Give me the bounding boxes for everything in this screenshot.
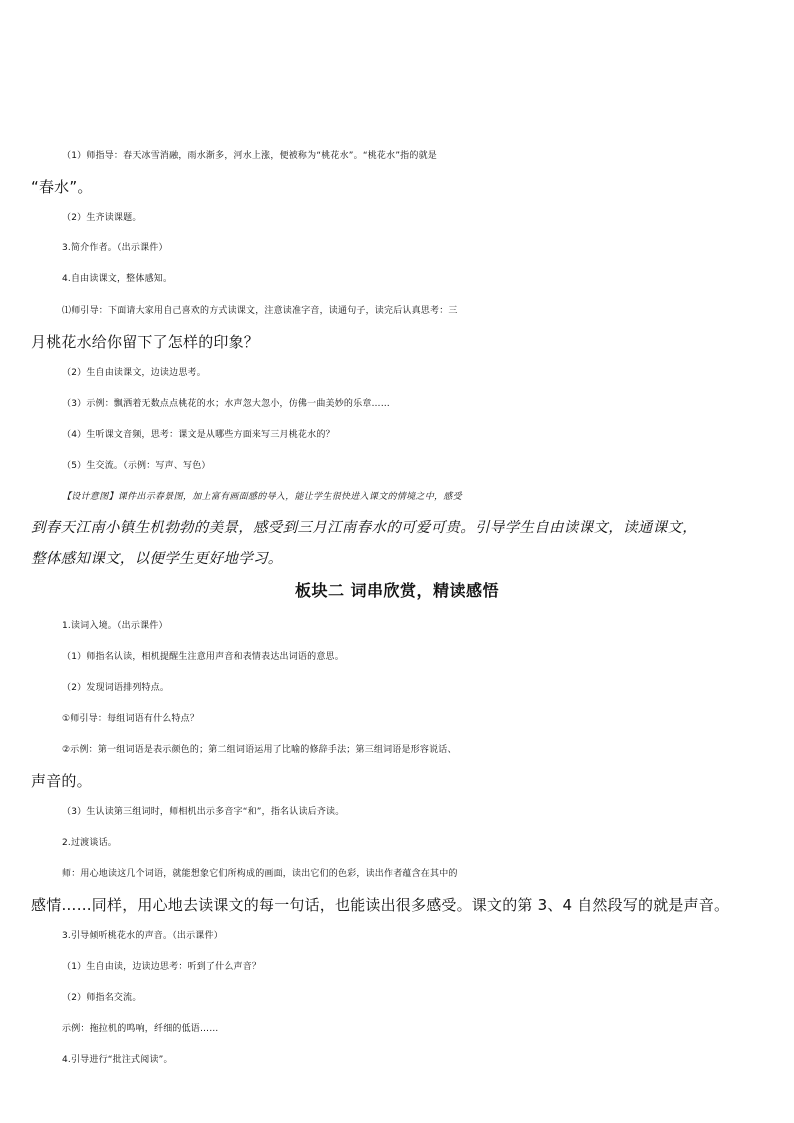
paragraph-line: （1）师指导：春天冰雪消融，雨水渐多，河水上涨，便被称为“桃花水”。“桃花水”指的就是: [62, 151, 437, 161]
paragraph-line: 声音的。: [31, 772, 92, 790]
section-heading: 板块二 词串欣赏，精读感悟: [294, 581, 500, 600]
paragraph-line: 师：用心地读这几个词语，就能想象它们所构成的画面，读出它们的色彩，读出作者蕴含在其中的: [62, 869, 458, 879]
paragraph-line: （2）生自由读课文，边读边思考。: [62, 368, 206, 378]
paragraph-line: 示例：拖拉机的鸣响，纤细的低语……: [62, 1024, 219, 1034]
paragraph-line: （2）师指名交流。: [62, 993, 142, 1003]
paragraph-line: ①师引导：每组词语有什么特点？: [62, 714, 200, 724]
design-intent-line: 到春天江南小镇生机勃勃的美景，感受到三月江南春水的可爱可贵。引导学生自由读课文，读通课文，: [31, 520, 697, 536]
paragraph-line: 月桃花水给你留下了怎样的印象？: [31, 333, 260, 351]
paragraph-line: （5）生交流。（示例：写声、写色）: [62, 461, 211, 471]
paragraph-line: 1.读词入境。（出示课件）: [62, 621, 168, 631]
paragraph-line: ⑴师引导：下面请大家用自己喜欢的方式读课文，注意读准字音，读通句子，读完后认真思考：三: [62, 306, 458, 316]
paragraph-line: （3）生认读第三组词时，师相机出示多音字“和”，指名认读后齐读。: [62, 807, 345, 817]
paragraph-line: 3.引导倾听桃花水的声音。（出示课件）: [62, 931, 223, 941]
paragraph-line: 3.简介作者。（出示课件）: [62, 243, 168, 253]
paragraph-line: 感情……同样，用心地去读课文的每一句话，也能读出很多感受。课文的第 3、4 自然段写的就是声音。: [31, 896, 730, 914]
paragraph-line: 2.过渡谈话。: [62, 838, 117, 848]
design-intent-line: 整体感知课文，以便学生更好地学习。: [31, 551, 283, 567]
paragraph-line: 4.自由读课文，整体感知。: [62, 274, 173, 284]
paragraph-line: （1）生自由读，边读边思考：听到了什么声音？: [62, 962, 262, 972]
paragraph-line: “春水”。: [31, 178, 93, 196]
paragraph-line: （1）师指名认读，相机提醒生注意用声音和表情表达出词语的意思。: [62, 652, 344, 662]
paragraph-line: ②示例：第一组词语是表示颜色的；第二组词语运用了比喻的修辞手法；第三组词语是形容说话、: [62, 745, 457, 755]
paragraph-line: （4）生听课文音频，思考：课文是从哪些方面来写三月桃花水的？: [62, 430, 335, 440]
paragraph-line: 4.引导进行“批注式阅读”。: [62, 1055, 173, 1065]
design-intent-line: 【设计意图】课件出示春景图，加上富有画面感的导入，能让学生很快进入课文的情境之中，感受: [62, 492, 462, 502]
paragraph-line: （2）生齐读课题。: [62, 213, 142, 223]
paragraph-line: （3）示例：飘洒着无数点点桃花的水；水声忽大忽小，仿佛一曲美妙的乐章……: [62, 399, 390, 409]
paragraph-line: （2）发现词语排列特点。: [62, 683, 170, 693]
